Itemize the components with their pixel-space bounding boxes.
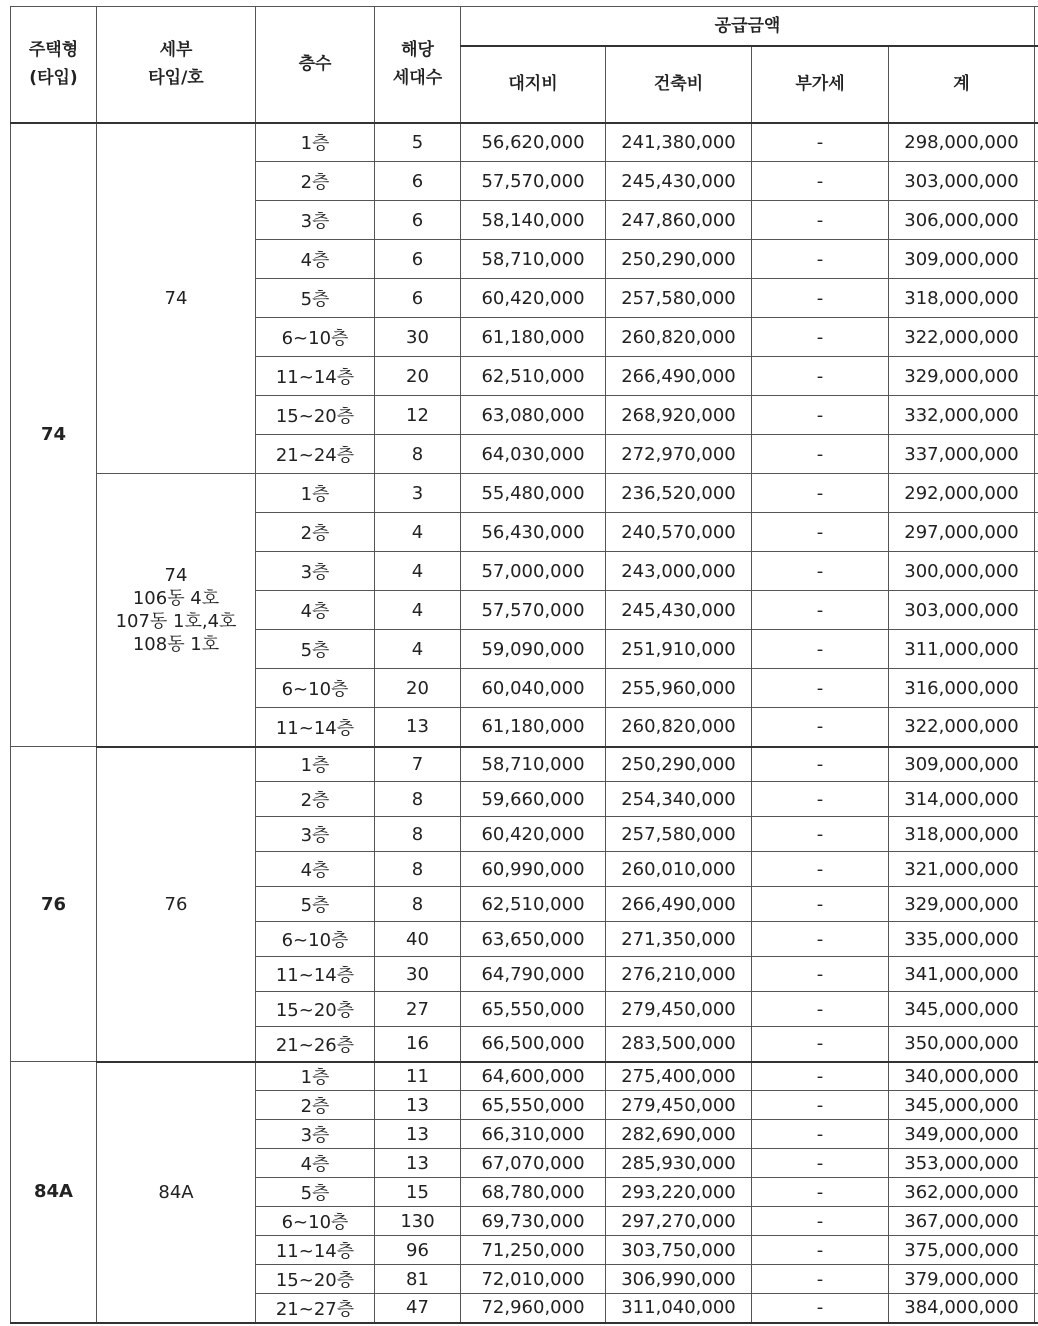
overflow-cell xyxy=(1035,1027,1038,1062)
land-cost-cell: 69,730,000 xyxy=(461,1207,606,1236)
units-cell: 8 xyxy=(375,852,461,887)
vat-cell: - xyxy=(752,887,889,922)
overflow-cell xyxy=(1035,1091,1038,1120)
building-cost-cell: 250,290,000 xyxy=(606,240,752,279)
header-overflow-cell xyxy=(1035,46,1038,123)
total-cell: 362,000,000 xyxy=(889,1178,1035,1207)
units-cell: 40 xyxy=(375,922,461,957)
floor-cell: 6~10층 xyxy=(256,922,375,957)
units-cell: 5 xyxy=(375,123,461,162)
header-floor: 층수 xyxy=(256,7,375,123)
building-cost-cell: 279,450,000 xyxy=(606,1091,752,1120)
vat-cell: - xyxy=(752,591,889,630)
land-cost-cell: 64,600,000 xyxy=(461,1062,606,1091)
overflow-cell xyxy=(1035,1062,1038,1091)
housing-type-cell: 76 xyxy=(11,747,97,1062)
building-cost-cell: 254,340,000 xyxy=(606,782,752,817)
total-cell: 321,000,000 xyxy=(889,852,1035,887)
building-cost-cell: 236,520,000 xyxy=(606,474,752,513)
land-cost-cell: 55,480,000 xyxy=(461,474,606,513)
land-cost-cell: 60,420,000 xyxy=(461,279,606,318)
floor-cell: 6~10층 xyxy=(256,1207,375,1236)
total-cell: 332,000,000 xyxy=(889,396,1035,435)
land-cost-cell: 61,180,000 xyxy=(461,318,606,357)
header-supply-price: 공급금액 xyxy=(461,7,1035,46)
floor-cell: 1층 xyxy=(256,474,375,513)
total-cell: 384,000,000 xyxy=(889,1294,1035,1323)
housing-type-cell: 84A xyxy=(11,1062,97,1323)
vat-cell: - xyxy=(752,1120,889,1149)
overflow-cell xyxy=(1035,817,1038,852)
units-cell: 8 xyxy=(375,887,461,922)
overflow-cell xyxy=(1035,852,1038,887)
total-cell: 314,000,000 xyxy=(889,782,1035,817)
units-cell: 20 xyxy=(375,669,461,708)
units-cell: 27 xyxy=(375,992,461,1027)
overflow-cell xyxy=(1035,1236,1038,1265)
land-cost-cell: 58,140,000 xyxy=(461,201,606,240)
subtype-line: 84A xyxy=(158,1181,194,1203)
total-cell: 379,000,000 xyxy=(889,1265,1035,1294)
table-row xyxy=(11,747,1038,782)
total-cell: 297,000,000 xyxy=(889,513,1035,552)
floor-cell: 2층 xyxy=(256,162,375,201)
units-cell: 8 xyxy=(375,435,461,474)
floor-cell: 6~10층 xyxy=(256,318,375,357)
table-body xyxy=(11,123,1038,1323)
overflow-cell xyxy=(1035,513,1038,552)
land-cost-cell: 60,040,000 xyxy=(461,669,606,708)
floor-cell: 21~24층 xyxy=(256,435,375,474)
vat-cell: - xyxy=(752,435,889,474)
vat-cell: - xyxy=(752,817,889,852)
land-cost-cell: 58,710,000 xyxy=(461,747,606,782)
land-cost-cell: 60,420,000 xyxy=(461,817,606,852)
floor-cell: 3층 xyxy=(256,1120,375,1149)
vat-cell: - xyxy=(752,708,889,747)
overflow-cell xyxy=(1035,669,1038,708)
housing-type-cell: 74 xyxy=(11,123,97,747)
overflow-cell xyxy=(1035,887,1038,922)
total-cell: 303,000,000 xyxy=(889,162,1035,201)
building-cost-cell: 247,860,000 xyxy=(606,201,752,240)
floor-cell: 11~14층 xyxy=(256,1236,375,1265)
units-cell: 8 xyxy=(375,817,461,852)
vat-cell: - xyxy=(752,1207,889,1236)
overflow-cell xyxy=(1035,630,1038,669)
total-cell: 345,000,000 xyxy=(889,992,1035,1027)
building-cost-cell: 272,970,000 xyxy=(606,435,752,474)
floor-cell: 3층 xyxy=(256,552,375,591)
total-cell: 349,000,000 xyxy=(889,1120,1035,1149)
land-cost-cell: 59,660,000 xyxy=(461,782,606,817)
vat-cell: - xyxy=(752,1236,889,1265)
floor-cell: 4층 xyxy=(256,1149,375,1178)
land-cost-cell: 71,250,000 xyxy=(461,1236,606,1265)
total-cell: 322,000,000 xyxy=(889,318,1035,357)
overflow-cell xyxy=(1035,1294,1038,1323)
units-cell: 81 xyxy=(375,1265,461,1294)
overflow-cell xyxy=(1035,201,1038,240)
building-cost-cell: 266,490,000 xyxy=(606,887,752,922)
vat-cell: - xyxy=(752,957,889,992)
total-cell: 335,000,000 xyxy=(889,922,1035,957)
units-cell: 4 xyxy=(375,630,461,669)
building-cost-cell: 279,450,000 xyxy=(606,992,752,1027)
vat-cell: - xyxy=(752,922,889,957)
building-cost-cell: 257,580,000 xyxy=(606,817,752,852)
floor-cell: 15~20층 xyxy=(256,992,375,1027)
header-units: 해당 세대수 xyxy=(375,7,461,123)
total-cell: 329,000,000 xyxy=(889,887,1035,922)
overflow-cell xyxy=(1035,747,1038,782)
units-cell: 13 xyxy=(375,708,461,747)
land-cost-cell: 65,550,000 xyxy=(461,1091,606,1120)
overflow-cell xyxy=(1035,474,1038,513)
building-cost-cell: 241,380,000 xyxy=(606,123,752,162)
floor-cell: 5층 xyxy=(256,630,375,669)
land-cost-cell: 66,500,000 xyxy=(461,1027,606,1062)
subtype-cell xyxy=(97,747,256,1062)
building-cost-cell: 240,570,000 xyxy=(606,513,752,552)
vat-cell: - xyxy=(752,630,889,669)
header-land-cost: 대지비 xyxy=(461,46,606,123)
vat-cell: - xyxy=(752,1091,889,1120)
total-cell: 300,000,000 xyxy=(889,552,1035,591)
overflow-cell xyxy=(1035,1178,1038,1207)
building-cost-cell: 282,690,000 xyxy=(606,1120,752,1149)
building-cost-cell: 306,990,000 xyxy=(606,1265,752,1294)
vat-cell: - xyxy=(752,669,889,708)
overflow-cell xyxy=(1035,957,1038,992)
header-subtype: 세부 타입/호 xyxy=(97,7,256,123)
total-cell: 340,000,000 xyxy=(889,1062,1035,1091)
total-cell: 309,000,000 xyxy=(889,747,1035,782)
header-vat: 부가세 xyxy=(752,46,889,123)
total-cell: 298,000,000 xyxy=(889,123,1035,162)
building-cost-cell: 293,220,000 xyxy=(606,1178,752,1207)
building-cost-cell: 245,430,000 xyxy=(606,591,752,630)
overflow-cell xyxy=(1035,1265,1038,1294)
total-cell: 318,000,000 xyxy=(889,817,1035,852)
vat-cell: - xyxy=(752,201,889,240)
units-cell: 16 xyxy=(375,1027,461,1062)
vat-cell: - xyxy=(752,318,889,357)
vat-cell: - xyxy=(752,162,889,201)
vat-cell: - xyxy=(752,474,889,513)
building-cost-cell: 243,000,000 xyxy=(606,552,752,591)
units-cell: 6 xyxy=(375,240,461,279)
total-cell: 345,000,000 xyxy=(889,1091,1035,1120)
overflow-cell xyxy=(1035,279,1038,318)
land-cost-cell: 72,960,000 xyxy=(461,1294,606,1323)
subtype-line: 74 xyxy=(164,287,188,309)
vat-cell: - xyxy=(752,1294,889,1323)
vat-cell: - xyxy=(752,123,889,162)
units-cell: 4 xyxy=(375,552,461,591)
floor-cell: 3층 xyxy=(256,817,375,852)
vat-cell: - xyxy=(752,279,889,318)
land-cost-cell: 59,090,000 xyxy=(461,630,606,669)
land-cost-cell: 57,570,000 xyxy=(461,162,606,201)
vat-cell: - xyxy=(752,357,889,396)
building-cost-cell: 276,210,000 xyxy=(606,957,752,992)
building-cost-cell: 297,270,000 xyxy=(606,1207,752,1236)
vat-cell: - xyxy=(752,396,889,435)
building-cost-cell: 303,750,000 xyxy=(606,1236,752,1265)
units-cell: 13 xyxy=(375,1091,461,1120)
overflow-cell xyxy=(1035,357,1038,396)
building-cost-cell: 260,820,000 xyxy=(606,708,752,747)
floor-cell: 1층 xyxy=(256,747,375,782)
units-cell: 12 xyxy=(375,396,461,435)
building-cost-cell: 275,400,000 xyxy=(606,1062,752,1091)
total-cell: 303,000,000 xyxy=(889,591,1035,630)
overflow-cell xyxy=(1035,435,1038,474)
floor-cell: 5층 xyxy=(256,1178,375,1207)
land-cost-cell: 67,070,000 xyxy=(461,1149,606,1178)
total-cell: 306,000,000 xyxy=(889,201,1035,240)
land-cost-cell: 65,550,000 xyxy=(461,992,606,1027)
floor-cell: 1층 xyxy=(256,123,375,162)
floor-cell: 1층 xyxy=(256,1062,375,1091)
units-cell: 4 xyxy=(375,591,461,630)
overflow-cell xyxy=(1035,782,1038,817)
floor-cell: 2층 xyxy=(256,1091,375,1120)
units-cell: 47 xyxy=(375,1294,461,1323)
land-cost-cell: 72,010,000 xyxy=(461,1265,606,1294)
total-cell: 350,000,000 xyxy=(889,1027,1035,1062)
supply-price-table xyxy=(10,6,1038,1324)
overflow-cell xyxy=(1035,162,1038,201)
building-cost-cell: 245,430,000 xyxy=(606,162,752,201)
building-cost-cell: 311,040,000 xyxy=(606,1294,752,1323)
units-cell: 30 xyxy=(375,957,461,992)
vat-cell: - xyxy=(752,1062,889,1091)
land-cost-cell: 63,650,000 xyxy=(461,922,606,957)
building-cost-cell: 268,920,000 xyxy=(606,396,752,435)
header-type: 주택형 (타입) xyxy=(11,7,97,123)
land-cost-cell: 64,790,000 xyxy=(461,957,606,992)
total-cell: 309,000,000 xyxy=(889,240,1035,279)
units-cell: 7 xyxy=(375,747,461,782)
overflow-cell xyxy=(1035,318,1038,357)
total-cell: 329,000,000 xyxy=(889,357,1035,396)
units-cell: 130 xyxy=(375,1207,461,1236)
total-cell: 337,000,000 xyxy=(889,435,1035,474)
land-cost-cell: 56,620,000 xyxy=(461,123,606,162)
vat-cell: - xyxy=(752,782,889,817)
floor-cell: 4층 xyxy=(256,591,375,630)
overflow-cell xyxy=(1035,591,1038,630)
overflow-cell xyxy=(1035,1120,1038,1149)
vat-cell: - xyxy=(752,552,889,591)
building-cost-cell: 255,960,000 xyxy=(606,669,752,708)
vat-cell: - xyxy=(752,240,889,279)
subtype-line: 76 xyxy=(164,893,188,915)
overflow-cell xyxy=(1035,123,1038,162)
floor-cell: 2층 xyxy=(256,782,375,817)
floor-cell: 5층 xyxy=(256,887,375,922)
units-cell: 6 xyxy=(375,162,461,201)
vat-cell: - xyxy=(752,992,889,1027)
units-cell: 8 xyxy=(375,782,461,817)
building-cost-cell: 283,500,000 xyxy=(606,1027,752,1062)
table-row xyxy=(11,1062,1038,1091)
header-row-top xyxy=(11,7,1038,46)
overflow-cell xyxy=(1035,240,1038,279)
subtype-line: 74 xyxy=(164,564,188,586)
units-cell: 20 xyxy=(375,357,461,396)
vat-cell: - xyxy=(752,1027,889,1062)
total-cell: 367,000,000 xyxy=(889,1207,1035,1236)
subtype-line: 106동 4호 xyxy=(132,587,220,609)
total-cell: 375,000,000 xyxy=(889,1236,1035,1265)
total-cell: 322,000,000 xyxy=(889,708,1035,747)
units-cell: 96 xyxy=(375,1236,461,1265)
total-cell: 341,000,000 xyxy=(889,957,1035,992)
table-row xyxy=(11,123,1038,162)
overflow-cell xyxy=(1035,1149,1038,1178)
units-cell: 11 xyxy=(375,1062,461,1091)
floor-cell: 15~20층 xyxy=(256,1265,375,1294)
floor-cell: 4층 xyxy=(256,852,375,887)
floor-cell: 2층 xyxy=(256,513,375,552)
subtype-line: 108동 1호 xyxy=(132,633,220,655)
overflow-cell xyxy=(1035,396,1038,435)
floor-cell: 11~14층 xyxy=(256,708,375,747)
vat-cell: - xyxy=(752,513,889,552)
units-cell: 13 xyxy=(375,1120,461,1149)
building-cost-cell: 260,010,000 xyxy=(606,852,752,887)
units-cell: 3 xyxy=(375,474,461,513)
total-cell: 292,000,000 xyxy=(889,474,1035,513)
floor-cell: 11~14층 xyxy=(256,957,375,992)
land-cost-cell: 63,080,000 xyxy=(461,396,606,435)
overflow-cell xyxy=(1035,708,1038,747)
total-cell: 316,000,000 xyxy=(889,669,1035,708)
header-total: 계 xyxy=(889,46,1035,123)
units-cell: 6 xyxy=(375,201,461,240)
land-cost-cell: 62,510,000 xyxy=(461,357,606,396)
overflow-cell xyxy=(1035,1207,1038,1236)
units-cell: 15 xyxy=(375,1178,461,1207)
building-cost-cell: 266,490,000 xyxy=(606,357,752,396)
units-cell: 13 xyxy=(375,1149,461,1178)
units-cell: 4 xyxy=(375,513,461,552)
building-cost-cell: 250,290,000 xyxy=(606,747,752,782)
building-cost-cell: 285,930,000 xyxy=(606,1149,752,1178)
land-cost-cell: 61,180,000 xyxy=(461,708,606,747)
floor-cell: 11~14층 xyxy=(256,357,375,396)
vat-cell: - xyxy=(752,1178,889,1207)
units-cell: 30 xyxy=(375,318,461,357)
total-cell: 311,000,000 xyxy=(889,630,1035,669)
land-cost-cell: 64,030,000 xyxy=(461,435,606,474)
units-cell: 6 xyxy=(375,279,461,318)
floor-cell: 21~26층 xyxy=(256,1027,375,1062)
total-cell: 318,000,000 xyxy=(889,279,1035,318)
floor-cell: 15~20층 xyxy=(256,396,375,435)
land-cost-cell: 58,710,000 xyxy=(461,240,606,279)
floor-cell: 6~10층 xyxy=(256,669,375,708)
header-building-cost: 건축비 xyxy=(606,46,752,123)
overflow-cell xyxy=(1035,552,1038,591)
table-row xyxy=(11,474,1038,513)
vat-cell: - xyxy=(752,747,889,782)
subtype-line: 107동 1호,4호 xyxy=(115,610,237,632)
land-cost-cell: 60,990,000 xyxy=(461,852,606,887)
vat-cell: - xyxy=(752,1265,889,1294)
overflow-cell xyxy=(1035,992,1038,1027)
building-cost-cell: 271,350,000 xyxy=(606,922,752,957)
total-cell: 353,000,000 xyxy=(889,1149,1035,1178)
vat-cell: - xyxy=(752,852,889,887)
land-cost-cell: 68,780,000 xyxy=(461,1178,606,1207)
subtype-cell xyxy=(97,474,256,747)
land-cost-cell: 57,570,000 xyxy=(461,591,606,630)
vat-cell: - xyxy=(752,1149,889,1178)
land-cost-cell: 56,430,000 xyxy=(461,513,606,552)
land-cost-cell: 62,510,000 xyxy=(461,887,606,922)
building-cost-cell: 260,820,000 xyxy=(606,318,752,357)
land-cost-cell: 66,310,000 xyxy=(461,1120,606,1149)
subtype-cell xyxy=(97,1062,256,1323)
floor-cell: 4층 xyxy=(256,240,375,279)
subtype-cell xyxy=(97,123,256,474)
header-overflow-cell xyxy=(1035,7,1038,46)
land-cost-cell: 57,000,000 xyxy=(461,552,606,591)
floor-cell: 5층 xyxy=(256,279,375,318)
overflow-cell xyxy=(1035,922,1038,957)
building-cost-cell: 257,580,000 xyxy=(606,279,752,318)
building-cost-cell: 251,910,000 xyxy=(606,630,752,669)
floor-cell: 21~27층 xyxy=(256,1294,375,1323)
floor-cell: 3층 xyxy=(256,201,375,240)
